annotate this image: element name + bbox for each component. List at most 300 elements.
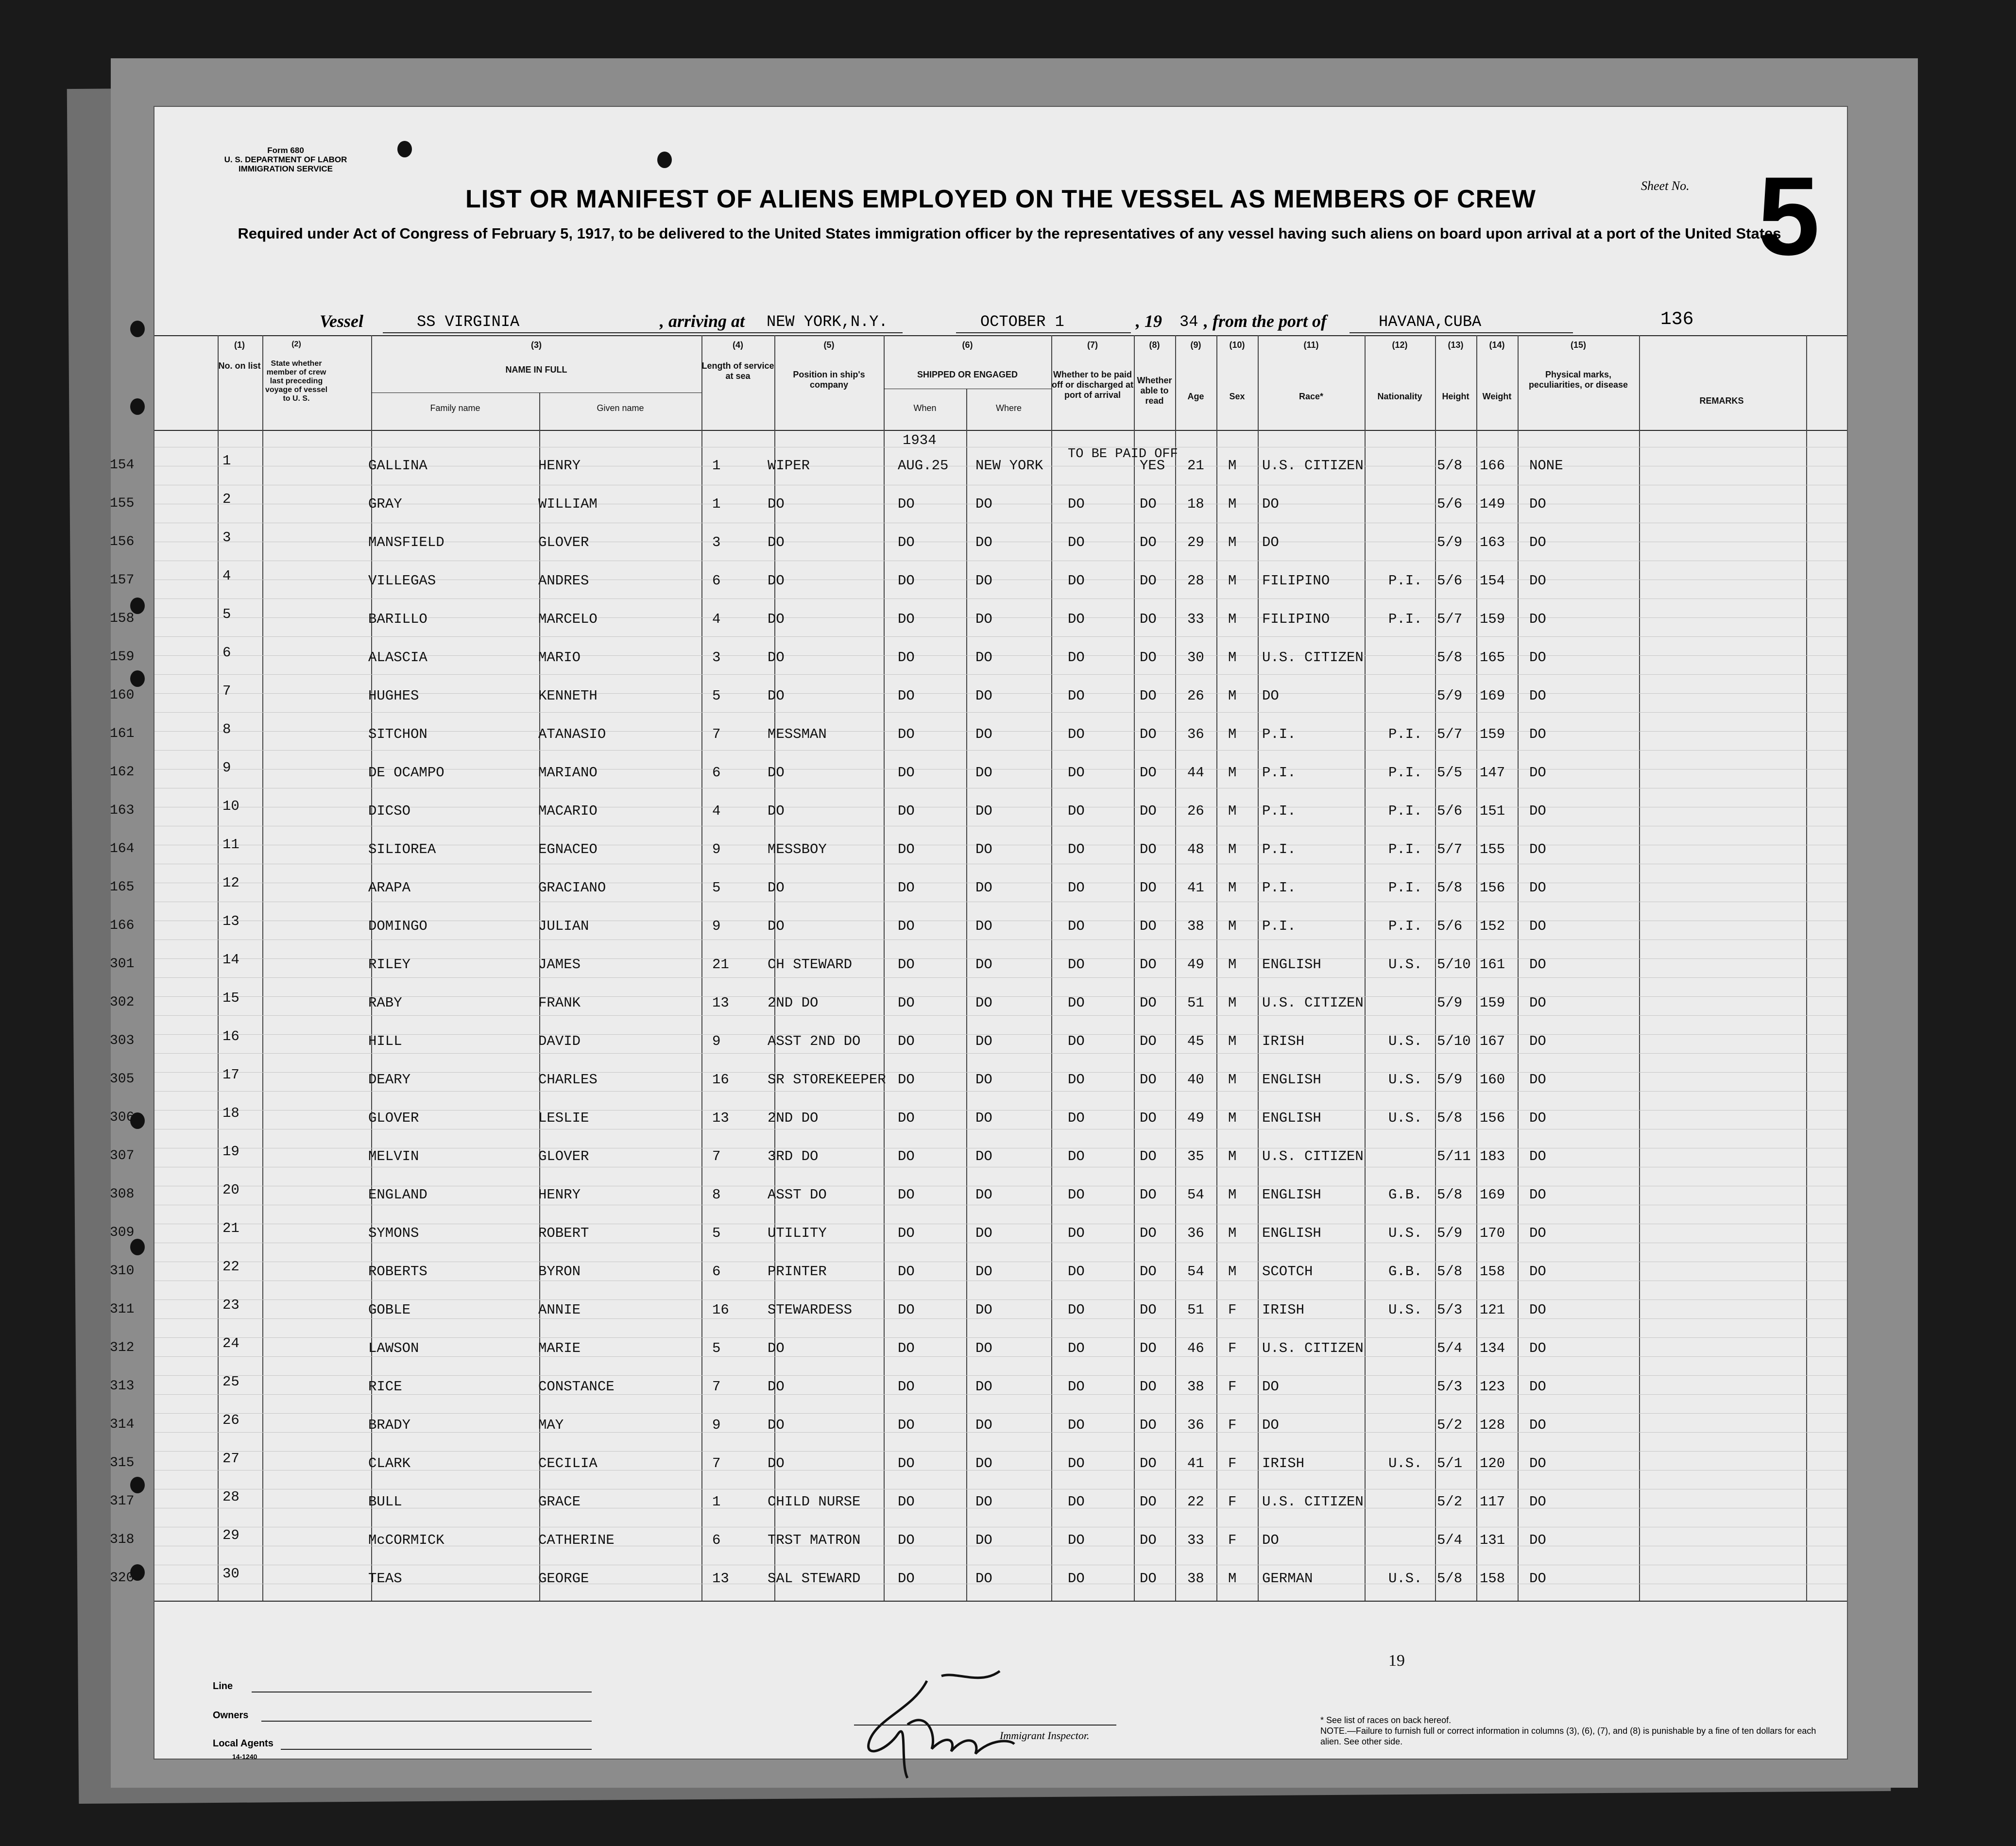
cell-when: DO — [898, 1072, 915, 1088]
cell-when: DO — [898, 1340, 915, 1356]
cell-service: 6 — [712, 1532, 721, 1548]
cell-age: 22 — [1187, 1494, 1204, 1510]
cell-nat: P.I. — [1388, 765, 1422, 781]
cell-sheet: 159 — [110, 650, 135, 665]
header-col11: (11) Race* — [1298, 340, 1324, 401]
cell-read: DO — [1140, 726, 1157, 742]
cell-age: 38 — [1187, 918, 1204, 934]
cell-sheet: 310 — [110, 1264, 135, 1279]
cell-height: 5/1 — [1437, 1455, 1463, 1471]
cell-age: 29 — [1187, 534, 1204, 550]
cell-position: DO — [768, 765, 785, 781]
cell-where: DO — [975, 650, 992, 666]
cell-age: 33 — [1187, 611, 1204, 627]
cell-race: ENGLISH — [1262, 1187, 1321, 1203]
cell-sex: M — [1228, 957, 1237, 973]
cell-weight: 159 — [1480, 611, 1505, 627]
cell-sheet: 317 — [110, 1494, 135, 1509]
header-col12: (12) Nationality — [1377, 340, 1422, 401]
cell-when: AUG.25 — [898, 458, 949, 474]
cell-no: 29 — [222, 1527, 239, 1543]
cell-age: 36 — [1187, 1225, 1204, 1241]
cell-age: 41 — [1187, 880, 1204, 896]
cell-position: STEWARDESS — [768, 1302, 853, 1318]
cell-weight: 149 — [1480, 496, 1505, 512]
cell-age: 46 — [1187, 1340, 1204, 1356]
cell-paid: DO — [1068, 1379, 1085, 1395]
cell-service: 7 — [712, 1379, 721, 1395]
cell-paid: TO BE PAID OFF — [1068, 447, 1178, 462]
cell-sex: M — [1228, 841, 1237, 857]
cell-age: 38 — [1187, 1379, 1204, 1395]
cell-race: P.I. — [1262, 880, 1296, 896]
cell-sheet: 306 — [110, 1110, 135, 1125]
year-prefix: , 19 — [1136, 311, 1162, 331]
cell-race: IRISH — [1262, 1455, 1305, 1471]
cell-race: DO — [1262, 688, 1279, 704]
cell-position: 3RD DO — [768, 1148, 819, 1164]
sheet-label: Sheet No. — [1641, 179, 1690, 193]
cell-race: P.I. — [1262, 765, 1296, 781]
arrival-port: NEW YORK,N.Y. — [767, 313, 888, 331]
cell-given: ANDRES — [538, 573, 589, 589]
cell-marks: DO — [1529, 1532, 1546, 1548]
cell-sheet: 302 — [110, 995, 135, 1010]
cell-marks: DO — [1529, 1571, 1546, 1587]
cell-position: DO — [768, 688, 785, 704]
cell-sheet: 305 — [110, 1072, 135, 1087]
cell-height: 5/11 — [1437, 1148, 1471, 1164]
cell-position: DO — [768, 1340, 785, 1356]
cell-service: 9 — [712, 841, 721, 857]
cell-when: DO — [898, 1302, 915, 1318]
cell-weight: 158 — [1480, 1571, 1505, 1587]
cell-given: WILLIAM — [538, 496, 598, 512]
cell-given: CATHERINE — [538, 1532, 615, 1548]
cell-when: DO — [898, 726, 915, 742]
cell-sheet: 315 — [110, 1455, 135, 1470]
cell-family: VILLEGAS — [368, 573, 436, 589]
cell-nat: U.S. — [1388, 1571, 1422, 1587]
cell-marks: DO — [1529, 803, 1546, 819]
cell-race: U.S. CITIZEN — [1262, 995, 1364, 1011]
cell-no: 28 — [222, 1489, 239, 1505]
cell-weight: 155 — [1480, 841, 1505, 857]
cell-position: SR STOREKEEPER — [768, 1072, 886, 1088]
cell-paid: DO — [1068, 534, 1085, 550]
cell-race: P.I. — [1262, 841, 1296, 857]
cell-height: 5/7 — [1437, 726, 1463, 742]
cell-marks: DO — [1529, 1225, 1546, 1241]
cell-read: DO — [1140, 1072, 1157, 1088]
cell-given: CHARLES — [538, 1072, 598, 1088]
cell-sex: F — [1228, 1494, 1237, 1510]
cell-when: DO — [898, 573, 915, 589]
cell-family: SITCHON — [368, 726, 427, 742]
cell-height: 5/8 — [1437, 1571, 1463, 1587]
vessel-name: SS VIRGINIA — [417, 313, 520, 331]
cell-read: DO — [1140, 957, 1157, 973]
cell-paid: DO — [1068, 496, 1085, 512]
cell-where: DO — [975, 1379, 992, 1395]
cell-weight: 128 — [1480, 1417, 1505, 1433]
cell-sex: F — [1228, 1379, 1237, 1395]
cell-weight: 159 — [1480, 726, 1505, 742]
cell-where: DO — [975, 1571, 992, 1587]
cell-sheet: 313 — [110, 1379, 135, 1394]
cell-family: DICSO — [368, 803, 411, 819]
form-department: U. S. DEPARTMENT OF LABOR — [224, 155, 347, 164]
cell-service: 7 — [712, 1455, 721, 1471]
cell-paid: DO — [1068, 573, 1085, 589]
cell-given: MAY — [538, 1417, 564, 1433]
cell-height: 5/2 — [1437, 1494, 1463, 1510]
cell-read: DO — [1140, 1148, 1157, 1164]
cell-weight: 183 — [1480, 1148, 1505, 1164]
cell-weight: 147 — [1480, 765, 1505, 781]
cell-weight: 169 — [1480, 688, 1505, 704]
cell-service: 1 — [712, 1494, 721, 1510]
cell-nat: G.B. — [1388, 1264, 1422, 1280]
cell-sheet: 162 — [110, 765, 135, 780]
cell-race: U.S. CITIZEN — [1262, 458, 1364, 474]
cell-paid: DO — [1068, 1340, 1085, 1356]
from-port: HAVANA,CUBA — [1379, 313, 1482, 331]
cell-height: 5/9 — [1437, 1225, 1463, 1241]
cell-service: 6 — [712, 1264, 721, 1280]
cell-no: 18 — [222, 1105, 239, 1121]
cell-age: 40 — [1187, 1072, 1204, 1088]
cell-marks: DO — [1529, 880, 1546, 896]
cell-sheet: 160 — [110, 688, 135, 703]
cell-when: DO — [898, 765, 915, 781]
cell-family: CLARK — [368, 1455, 411, 1471]
cell-height: 5/6 — [1437, 573, 1463, 589]
cell-service: 3 — [712, 650, 721, 666]
cell-marks: DO — [1529, 841, 1546, 857]
cell-service: 16 — [712, 1302, 729, 1318]
cell-family: DE OCAMPO — [368, 765, 444, 781]
cell-sex: M — [1228, 496, 1237, 512]
cell-sex: F — [1228, 1532, 1237, 1548]
cell-family: BRADY — [368, 1417, 411, 1433]
cell-position: CHILD NURSE — [768, 1494, 861, 1510]
cell-no: 2 — [222, 491, 231, 507]
cell-when: DO — [898, 995, 915, 1011]
cell-service: 6 — [712, 573, 721, 589]
cell-sex: M — [1228, 803, 1237, 819]
cell-age: 26 — [1187, 803, 1204, 819]
cell-nat: U.S. — [1388, 957, 1422, 973]
cell-sex: F — [1228, 1302, 1237, 1318]
owners-label: Owners — [213, 1710, 249, 1721]
cell-sheet: 164 — [110, 841, 135, 856]
cell-read: DO — [1140, 1187, 1157, 1203]
cell-no: 14 — [222, 952, 239, 968]
cell-height: 5/8 — [1437, 650, 1463, 666]
cell-where: DO — [975, 995, 992, 1011]
cell-where: DO — [975, 841, 992, 857]
cell-weight: 152 — [1480, 918, 1505, 934]
cell-no: 11 — [222, 837, 239, 853]
cell-read: DO — [1140, 1455, 1157, 1471]
header-col2: (2) State whether member of crew last preceding voyage of vessel to U. S. — [265, 340, 328, 403]
cell-family: DOMINGO — [368, 918, 427, 934]
cell-marks: DO — [1529, 1494, 1546, 1510]
cell-sex: M — [1228, 688, 1237, 704]
cell-weight: 170 — [1480, 1225, 1505, 1241]
cell-height: 5/7 — [1437, 611, 1463, 627]
cell-sheet: 303 — [110, 1033, 135, 1048]
cell-paid: DO — [1068, 1072, 1085, 1088]
cell-weight: 163 — [1480, 534, 1505, 550]
cell-marks: DO — [1529, 1379, 1546, 1395]
cell-given: ATANASIO — [538, 726, 606, 742]
cell-position: DO — [768, 573, 785, 589]
cell-where: DO — [975, 688, 992, 704]
cell-read: DO — [1140, 1379, 1157, 1395]
cell-where: DO — [975, 1148, 992, 1164]
cell-sex: M — [1228, 534, 1237, 550]
cell-where: DO — [975, 1225, 992, 1241]
cell-no: 26 — [222, 1412, 239, 1428]
cell-position: TRST MATRON — [768, 1532, 861, 1548]
cell-paid: DO — [1068, 1225, 1085, 1241]
cell-family: TEAS — [368, 1571, 402, 1587]
cell-when: DO — [898, 803, 915, 819]
header-family-name: Family name — [430, 403, 480, 413]
cell-age: 28 — [1187, 573, 1204, 589]
header-col3: (3) NAME IN FULL — [505, 340, 567, 375]
cell-sheet: 320 — [110, 1571, 135, 1586]
cell-weight: 120 — [1480, 1455, 1505, 1471]
cell-paid: DO — [1068, 1417, 1085, 1433]
cell-marks: DO — [1529, 918, 1546, 934]
cell-race: P.I. — [1262, 803, 1296, 819]
cell-age: 45 — [1187, 1033, 1204, 1049]
cell-given: MARCELO — [538, 611, 598, 627]
cell-height: 5/9 — [1437, 995, 1463, 1011]
cell-height: 5/9 — [1437, 534, 1463, 550]
cell-age: 18 — [1187, 496, 1204, 512]
cell-no: 16 — [222, 1028, 239, 1044]
header-when: When — [913, 403, 937, 413]
cell-family: ROBERTS — [368, 1264, 427, 1280]
cell-marks: DO — [1529, 1110, 1546, 1126]
cell-family: HILL — [368, 1033, 402, 1049]
cell-race: U.S. CITIZEN — [1262, 1494, 1364, 1510]
header-given-name: Given name — [597, 403, 644, 413]
cell-race: DO — [1262, 496, 1279, 512]
cell-height: 5/6 — [1437, 918, 1463, 934]
cell-service: 1 — [712, 496, 721, 512]
cell-family: GALLINA — [368, 458, 427, 474]
cell-weight: 159 — [1480, 995, 1505, 1011]
cell-no: 6 — [222, 645, 231, 661]
cell-height: 5/8 — [1437, 1264, 1463, 1280]
cell-family: LAWSON — [368, 1340, 419, 1356]
cell-given: GLOVER — [538, 1148, 589, 1164]
cell-height: 5/4 — [1437, 1532, 1463, 1548]
cell-position: DO — [768, 1455, 785, 1471]
cell-race: IRISH — [1262, 1033, 1305, 1049]
cell-when: DO — [898, 957, 915, 973]
cell-age: 41 — [1187, 1455, 1204, 1471]
cell-given: MACARIO — [538, 803, 598, 819]
cell-where: DO — [975, 1302, 992, 1318]
punch-hole — [130, 670, 145, 687]
manifest-sheet — [110, 107, 1847, 1761]
cell-given: ANNIE — [538, 1302, 581, 1318]
cell-sex: M — [1228, 765, 1237, 781]
cell-nat: P.I. — [1388, 726, 1422, 742]
cell-marks: DO — [1529, 1033, 1546, 1049]
cell-position: UTILITY — [768, 1225, 827, 1241]
cell-given: BYRON — [538, 1264, 581, 1280]
cell-read: DO — [1140, 765, 1157, 781]
line-label: Line — [213, 1681, 233, 1692]
cell-when: DO — [898, 534, 915, 550]
cell-family: MANSFIELD — [368, 534, 444, 550]
cell-when: DO — [898, 1264, 915, 1280]
cell-nat: U.S. — [1388, 1110, 1422, 1126]
cell-read: DO — [1140, 1033, 1157, 1049]
cell-family: SILIOREA — [368, 841, 436, 857]
form-identifier — [213, 146, 359, 173]
cell-no: 7 — [222, 683, 231, 699]
cell-given: DAVID — [538, 1033, 581, 1049]
cell-where: DO — [975, 1417, 992, 1433]
cell-given: LESLIE — [538, 1110, 589, 1126]
cell-read: YES — [1140, 458, 1165, 474]
cell-where: NEW YORK — [975, 458, 1043, 474]
cell-age: 36 — [1187, 726, 1204, 742]
cell-marks: DO — [1529, 1264, 1546, 1280]
cell-sex: M — [1228, 458, 1237, 474]
cell-sex: M — [1228, 1072, 1237, 1088]
cell-given: MARIANO — [538, 765, 598, 781]
cell-sex: M — [1228, 1187, 1237, 1203]
cell-service: 9 — [712, 1033, 721, 1049]
cell-read: DO — [1140, 1110, 1157, 1126]
cell-no: 22 — [222, 1259, 239, 1275]
cell-age: 49 — [1187, 1110, 1204, 1126]
cell-weight: 156 — [1480, 880, 1505, 896]
cell-race: P.I. — [1262, 726, 1296, 742]
cell-sex: M — [1228, 573, 1237, 589]
cell-no: 13 — [222, 913, 239, 929]
cell-service: 21 — [712, 957, 729, 973]
cell-sheet: 157 — [110, 573, 135, 588]
cell-no: 9 — [222, 760, 231, 776]
cell-height: 5/4 — [1437, 1340, 1463, 1356]
cell-sex: F — [1228, 1340, 1237, 1356]
cell-given: GRACE — [538, 1494, 581, 1510]
cell-when: DO — [898, 1379, 915, 1395]
cell-no: 27 — [222, 1451, 239, 1467]
cell-paid: DO — [1068, 841, 1085, 857]
header-col10: (10) Sex — [1229, 340, 1245, 401]
punch-hole — [397, 141, 412, 157]
cell-family: ENGLAND — [368, 1187, 427, 1203]
cell-weight: 158 — [1480, 1264, 1505, 1280]
cell-where: DO — [975, 726, 992, 742]
cell-family: RABY — [368, 995, 402, 1011]
count-note: 19 — [1388, 1652, 1405, 1670]
cell-sheet: 309 — [110, 1225, 135, 1240]
cell-service: 5 — [712, 880, 721, 896]
cell-height: 5/8 — [1437, 1187, 1463, 1203]
cell-given: CONSTANCE — [538, 1379, 615, 1395]
cell-age: 38 — [1187, 1571, 1204, 1587]
cell-nat: U.S. — [1388, 1225, 1422, 1241]
cell-sex: M — [1228, 880, 1237, 896]
punch-hole — [130, 1477, 145, 1493]
cell-no: 4 — [222, 568, 231, 584]
agents-label: Local Agents — [213, 1738, 273, 1749]
cell-marks: DO — [1529, 534, 1546, 550]
cell-where: DO — [975, 1072, 992, 1088]
cell-read: DO — [1140, 1225, 1157, 1241]
page-stamp-number: 136 — [1660, 309, 1694, 330]
cell-paid: DO — [1068, 918, 1085, 934]
cell-service: 5 — [712, 688, 721, 704]
cell-nat: P.I. — [1388, 841, 1422, 857]
cell-marks: DO — [1529, 1072, 1546, 1088]
cell-no: 30 — [222, 1566, 239, 1582]
cell-marks: DO — [1529, 650, 1546, 666]
cell-read: DO — [1140, 688, 1157, 704]
cell-given: HENRY — [538, 458, 581, 474]
cell-no: 25 — [222, 1374, 239, 1390]
cell-when: DO — [898, 1187, 915, 1203]
cell-sex: M — [1228, 1571, 1237, 1587]
cell-when: DO — [898, 1532, 915, 1548]
cell-when: DO — [898, 1148, 915, 1164]
cell-family: RICE — [368, 1379, 402, 1395]
cell-no: 12 — [222, 875, 239, 891]
cell-read: DO — [1140, 880, 1157, 896]
cell-race: U.S. CITIZEN — [1262, 650, 1364, 666]
cell-sheet: 318 — [110, 1532, 135, 1547]
cell-position: 2ND DO — [768, 1110, 819, 1126]
cell-marks: DO — [1529, 496, 1546, 512]
cell-when: DO — [898, 496, 915, 512]
cell-no: 5 — [222, 606, 231, 622]
cell-read: DO — [1140, 1340, 1157, 1356]
cell-family: ARAPA — [368, 880, 411, 896]
cell-height: 5/6 — [1437, 803, 1463, 819]
cell-paid: DO — [1068, 1264, 1085, 1280]
cell-race: DO — [1262, 1532, 1279, 1548]
from-port-label: , from the port of — [1204, 311, 1327, 331]
cell-where: DO — [975, 573, 992, 589]
cell-age: 21 — [1187, 458, 1204, 474]
cell-sex: F — [1228, 1417, 1237, 1433]
cell-height: 5/10 — [1437, 1033, 1471, 1049]
cell-race: P.I. — [1262, 918, 1296, 934]
cell-marks: DO — [1529, 1455, 1546, 1471]
header-col5: (5) Position in ship's company — [793, 340, 865, 390]
cell-marks: DO — [1529, 1340, 1546, 1356]
cell-age: 30 — [1187, 650, 1204, 666]
cell-race: ENGLISH — [1262, 1110, 1321, 1126]
cell-age: 26 — [1187, 688, 1204, 704]
year-suffix: 34 — [1179, 313, 1198, 331]
cell-position: CH STEWARD — [768, 957, 853, 973]
punch-hole — [130, 1239, 145, 1255]
cell-nat: U.S. — [1388, 1302, 1422, 1318]
